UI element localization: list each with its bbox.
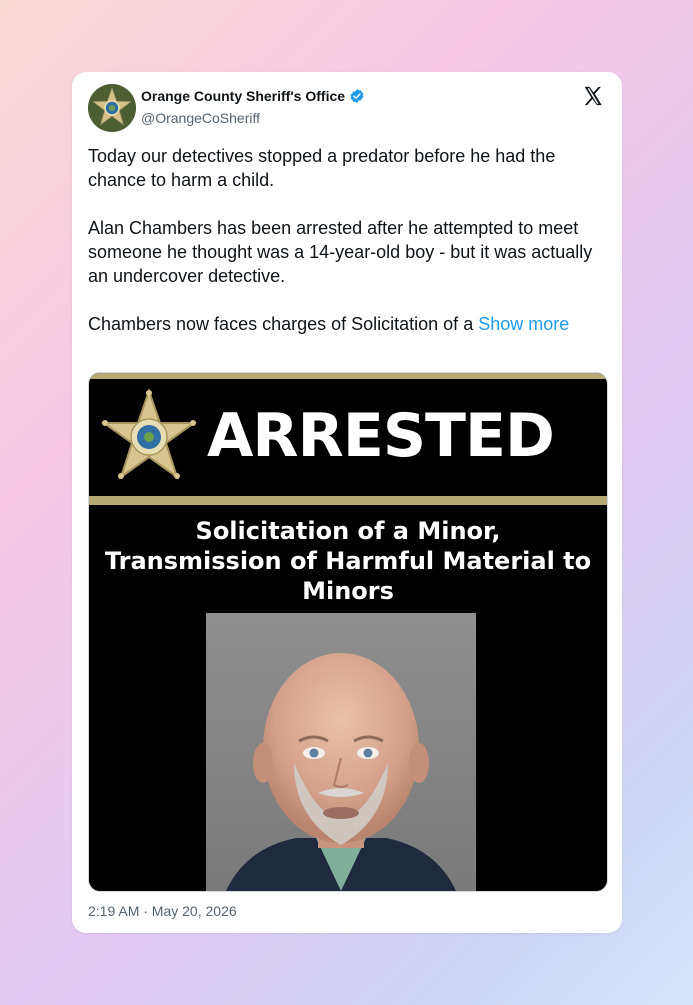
show-more-link[interactable]: Show more (478, 314, 570, 334)
mugshot-photo (206, 613, 476, 891)
author-name[interactable]: Orange County Sheriff's Office (141, 88, 346, 104)
post-paragraph-truncated (88, 312, 613, 336)
post-paragraph: Alan Chambers has been arrested after he attempted to meet someone he thought was a 14-year-old boy - but it was actually an undercover detective. (88, 218, 593, 286)
charges-text (89, 516, 607, 606)
charges-line: Minors (302, 577, 394, 605)
sheriff-star-icon (88, 84, 136, 132)
post-card[interactable] (72, 72, 622, 933)
x-logo-icon[interactable] (582, 85, 604, 107)
post-timestamp[interactable]: 2:19 AM · May 20, 2026 (88, 903, 237, 919)
truncated-text: Chambers now faces charges of Solicitation of a (88, 314, 474, 334)
charges-line: Transmission of Harmful Material to (104, 547, 592, 575)
author-handle[interactable]: @OrangeCoSheriff (141, 110, 261, 126)
gold-divider (89, 496, 607, 505)
avatar[interactable] (88, 84, 136, 132)
sheriff-badge-icon (99, 387, 199, 487)
charges-line: Solicitation of a Minor, (195, 517, 501, 545)
post-text (88, 144, 613, 336)
post-paragraph: Today our detectives stopped a predator before he had the chance to harm a child. (88, 146, 556, 190)
author-row (141, 88, 365, 104)
post-image[interactable] (88, 372, 608, 892)
gold-top-border (89, 373, 607, 379)
arrested-headline: ARRESTED (207, 401, 554, 471)
verified-badge-icon (349, 88, 365, 104)
